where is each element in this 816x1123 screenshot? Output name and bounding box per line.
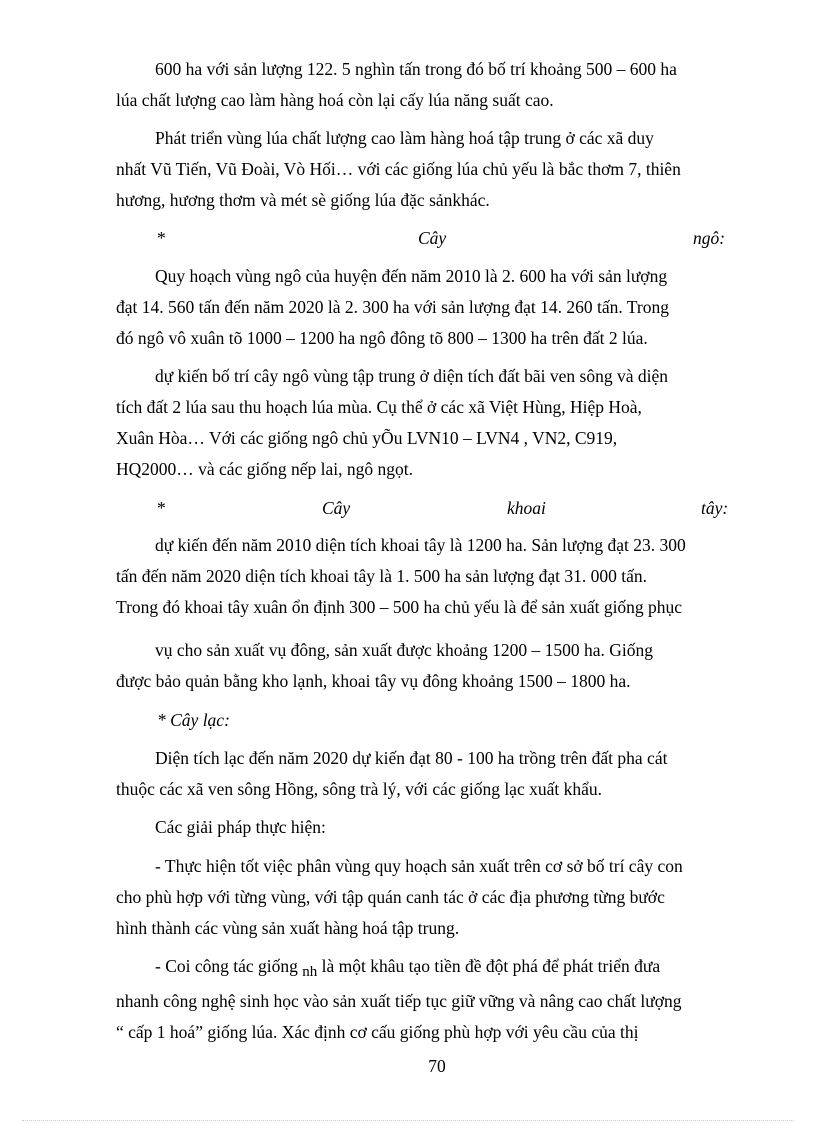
text-line: được bảo quản bằng kho lạnh, khoai tây vụ đông khoảng 1500 – 1800 ha.: [116, 671, 631, 691]
text-line: nhất Vũ Tiến, Vũ Đoài, Vò Hối… với các giống lúa chủ yếu là bắc thơm 7, thiên: [116, 159, 681, 179]
page-number: 70: [428, 1056, 446, 1076]
text-line: tấn đến năm 2020 diện tích khoai tây là 1. 500 ha sản lượng đạt 31. 000 tấn.: [116, 566, 647, 586]
text-line: Xuân Hòa… Với các giống ngô chủ yÕu LVN10 – LVN4 , VN2, C919,: [116, 428, 618, 448]
text-line: HQ2000… và các giống nếp lai, ngô ngọt.: [116, 459, 413, 479]
text-line: hình thành các vùng sản xuất hàng hoá tập trung.: [116, 918, 460, 938]
text-segment: - Coi công tác giống: [155, 956, 298, 976]
text-line: đó ngô vô xuân tõ 1000 – 1200 ha ngô đông tõ 800 – 1300 ha trên đất 2 lúa.: [116, 328, 648, 348]
text-line: hương, hương thơm và mét sè giống lúa đặc sảnkhác.: [116, 190, 490, 210]
text-line: Trong đó khoai tây xuân ổn định 300 – 500 ha chủ yếu là để sản xuất giống phục: [116, 597, 683, 617]
heading-star: *: [157, 228, 166, 248]
footer-divider: [22, 1120, 794, 1121]
text-segment: là một khâu tạo tiền đề đột phá để phát triển đưa: [321, 956, 661, 976]
text-line: [155, 954, 660, 978]
text-line: dự kiến bố trí cây ngô vùng tập trung ở diện tích đất bãi ven sông và diện: [155, 366, 669, 386]
text-line: Quy hoạch vùng ngô của huyện đến năm 2010 là 2. 600 ha với sản lượng: [155, 266, 668, 286]
text-line: - Thực hiện tốt việc phân vùng quy hoạch sản xuất trên cơ sở bố trí cây con: [155, 856, 683, 876]
heading-word: Cây: [322, 498, 351, 518]
text-line: dự kiến đến năm 2010 diện tích khoai tây là 1200 ha. Sản lượng đạt 23. 300: [155, 535, 686, 555]
heading-word: tây:: [701, 498, 729, 518]
text-line: vụ cho sản xuất vụ đông, sản xuất được khoảng 1200 – 1500 ha. Giống: [155, 640, 653, 660]
text-line: thuộc các xã ven sông Hồng, sông trà lý, với các giống lạc xuất khẩu.: [116, 779, 602, 799]
text-line: đạt 14. 560 tấn đến năm 2020 là 2. 300 ha với sản lượng đạt 14. 260 tấn. Trong: [116, 297, 669, 317]
heading-cay-lac: * Cây lạc:: [157, 710, 230, 730]
heading-word: ngô:: [693, 228, 726, 248]
text-line: tích đất 2 lúa sau thu hoạch lúa mùa. Cụ thể ở các xã Việt Hùng, Hiệp Hoà,: [116, 397, 642, 417]
text-line: Diện tích lạc đến năm 2020 dự kiến đạt 80 - 100 ha trồng trên đất pha cát: [155, 748, 668, 768]
text-line: Các giải pháp thực hiện:: [155, 817, 326, 837]
heading-star: *: [157, 498, 166, 518]
heading-word: Cây: [418, 228, 447, 248]
heading-word: khoai: [507, 498, 546, 518]
text-line: lúa chất lượng cao làm hàng hoá còn lại cấy lúa năng suất cao.: [116, 90, 554, 110]
text-line: Phát triển vùng lúa chất lượng cao làm hàng hoá tập trung ở các xã duy: [155, 128, 654, 148]
text-line: cho phù hợp với từng vùng, với tập quán canh tác ở các địa phương từng bước: [116, 887, 665, 907]
text-line: nhanh công nghệ sinh học vào sản xuất tiếp tục giữ vững và nâng cao chất lượng: [116, 991, 682, 1011]
text-line: “ cấp 1 hoá” giống lúa. Xác định cơ cấu giống phù hợp với yêu cầu của thị: [116, 1022, 639, 1042]
text-segment-raised: nh: [302, 964, 318, 980]
text-line: 600 ha với sản lượng 122. 5 nghìn tấn trong đó bố trí khoảng 500 – 600 ha: [155, 59, 677, 79]
